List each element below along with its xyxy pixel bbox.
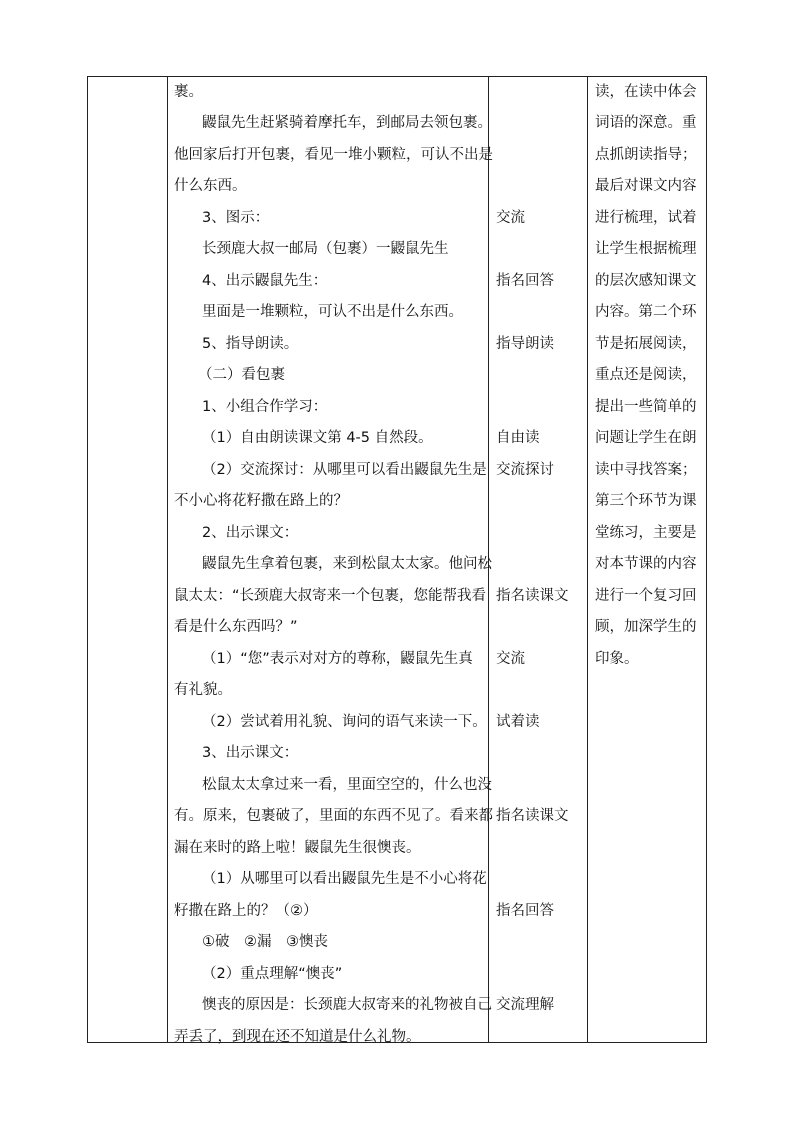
content-line: （1）从哪里可以看出鼹鼠先生是不小心将花 xyxy=(202,871,487,887)
content-line: 3、图示： xyxy=(202,210,270,226)
intent-line: 读，在读中体会 xyxy=(595,84,697,100)
intent-line: 最后对课文内容 xyxy=(595,178,697,194)
intent-line: 词语的深意。重 xyxy=(595,115,697,131)
activity-line: 自由读 xyxy=(496,430,540,446)
intent-line: 读中寻找答案； xyxy=(595,462,697,478)
intent-line: 点抓朗读指导； xyxy=(595,147,697,163)
content-line: 鼹鼠先生赶紧骑着摩托车，到邮局去领包裹。 xyxy=(202,115,492,131)
content-line: 1、小组合作学习： xyxy=(202,399,328,415)
intent-line: 让学生根据梳理 xyxy=(595,241,697,257)
activity-line: 指名回答 xyxy=(496,273,554,289)
content-line: 什么东西。 xyxy=(174,178,247,194)
content-line: 裹。 xyxy=(174,84,203,100)
content-line: 有礼貌。 xyxy=(174,682,232,698)
content-line: 弄丢了，到现在还不知道是什么礼物。 xyxy=(174,1029,421,1045)
activity-line: 交流 xyxy=(496,210,525,226)
activity-line: 试着读 xyxy=(496,714,540,730)
intent-line: 进行一个复习回 xyxy=(595,588,697,604)
design-intent-column xyxy=(588,77,706,1042)
content-line: ①破 ②漏 ③懊丧 xyxy=(202,934,328,950)
intent-line: 内容。第二个环 xyxy=(595,304,697,320)
content-line: 3、出示课文： xyxy=(202,745,299,761)
lesson-table xyxy=(87,76,707,1043)
content-line: （2）重点理解“懊丧” xyxy=(202,966,343,982)
content-column xyxy=(168,77,493,1045)
intent-line: 提出一些简单的 xyxy=(595,399,697,415)
content-line: 5、指导朗读。 xyxy=(202,336,299,352)
content-line: （二）看包裹 xyxy=(198,367,285,383)
intent-line: 的层次感知课文 xyxy=(595,273,697,289)
content-line: 鼠太太：“长颈鹿大叔寄来一个包裹，您能帮我看 xyxy=(174,588,487,604)
intent-line: 印象。 xyxy=(595,651,639,667)
content-line: 4、出示鼹鼠先生： xyxy=(202,273,328,289)
activity-line: 指导朗读 xyxy=(496,336,554,352)
activity-line: 指名读课文 xyxy=(496,808,569,824)
content-line: 漏在来时的路上啦！鼹鼠先生很懊丧。 xyxy=(174,840,421,856)
content-line: （2）交流探讨：从哪里可以看出鼹鼠先生是 xyxy=(202,462,487,478)
activity-line: 指名读课文 xyxy=(496,588,569,604)
activity-line: 交流 xyxy=(496,651,525,667)
intent-line: 节是拓展阅读， xyxy=(595,336,697,352)
intent-line: 重点还是阅读， xyxy=(595,367,697,383)
content-line: （1）自由朗读课文第 4-5 自然段。 xyxy=(202,430,433,446)
content-line: 有。原来，包裹破了，里面的东西不见了。看来都 xyxy=(174,808,493,824)
content-line: 懊丧的原因是：长颈鹿大叔寄来的礼物被自己 xyxy=(202,997,492,1013)
activity-line: 指名回答 xyxy=(496,903,554,919)
activity-line: 交流探讨 xyxy=(496,462,554,478)
content-line: 看是什么东西吗？” xyxy=(174,619,298,635)
intent-line: 第三个环节为课 xyxy=(595,493,697,509)
content-line: （1）“您”表示对对方的尊称，鼹鼠先生真 xyxy=(202,651,473,667)
content-line: 鼹鼠先生拿着包裹，来到松鼠太太家。他问松 xyxy=(202,556,492,572)
empty-left-column xyxy=(88,77,167,1042)
intent-line: 堂练习，主要是 xyxy=(595,525,697,541)
intent-line: 顾，加深学生的 xyxy=(595,619,697,635)
content-line: 2、出示课文： xyxy=(202,525,299,541)
intent-line: 对本节课的内容 xyxy=(595,556,697,572)
activity-column xyxy=(489,77,588,1042)
content-line: 长颈鹿大叔一邮局（包裹）一鼹鼠先生 xyxy=(202,241,449,257)
intent-line: 问题让学生在朗 xyxy=(595,430,697,446)
intent-line: 进行梳理，试着 xyxy=(595,210,697,226)
content-line: 松鼠太太拿过来一看，里面空空的，什么也没 xyxy=(202,777,492,793)
content-line: 里面是一堆颗粒，可认不出是什么东西。 xyxy=(202,304,463,320)
activity-line: 交流理解 xyxy=(496,997,554,1013)
content-line: （2）尝试着用礼貌、询问的语气来读一下。 xyxy=(202,714,487,730)
content-line: 籽撒在路上的？（②） xyxy=(174,903,318,919)
content-line: 不小心将花籽撒在路上的？ xyxy=(174,493,348,509)
content-line: 他回家后打开包裹，看见一堆小颗粒，可认不出是 xyxy=(174,147,493,163)
